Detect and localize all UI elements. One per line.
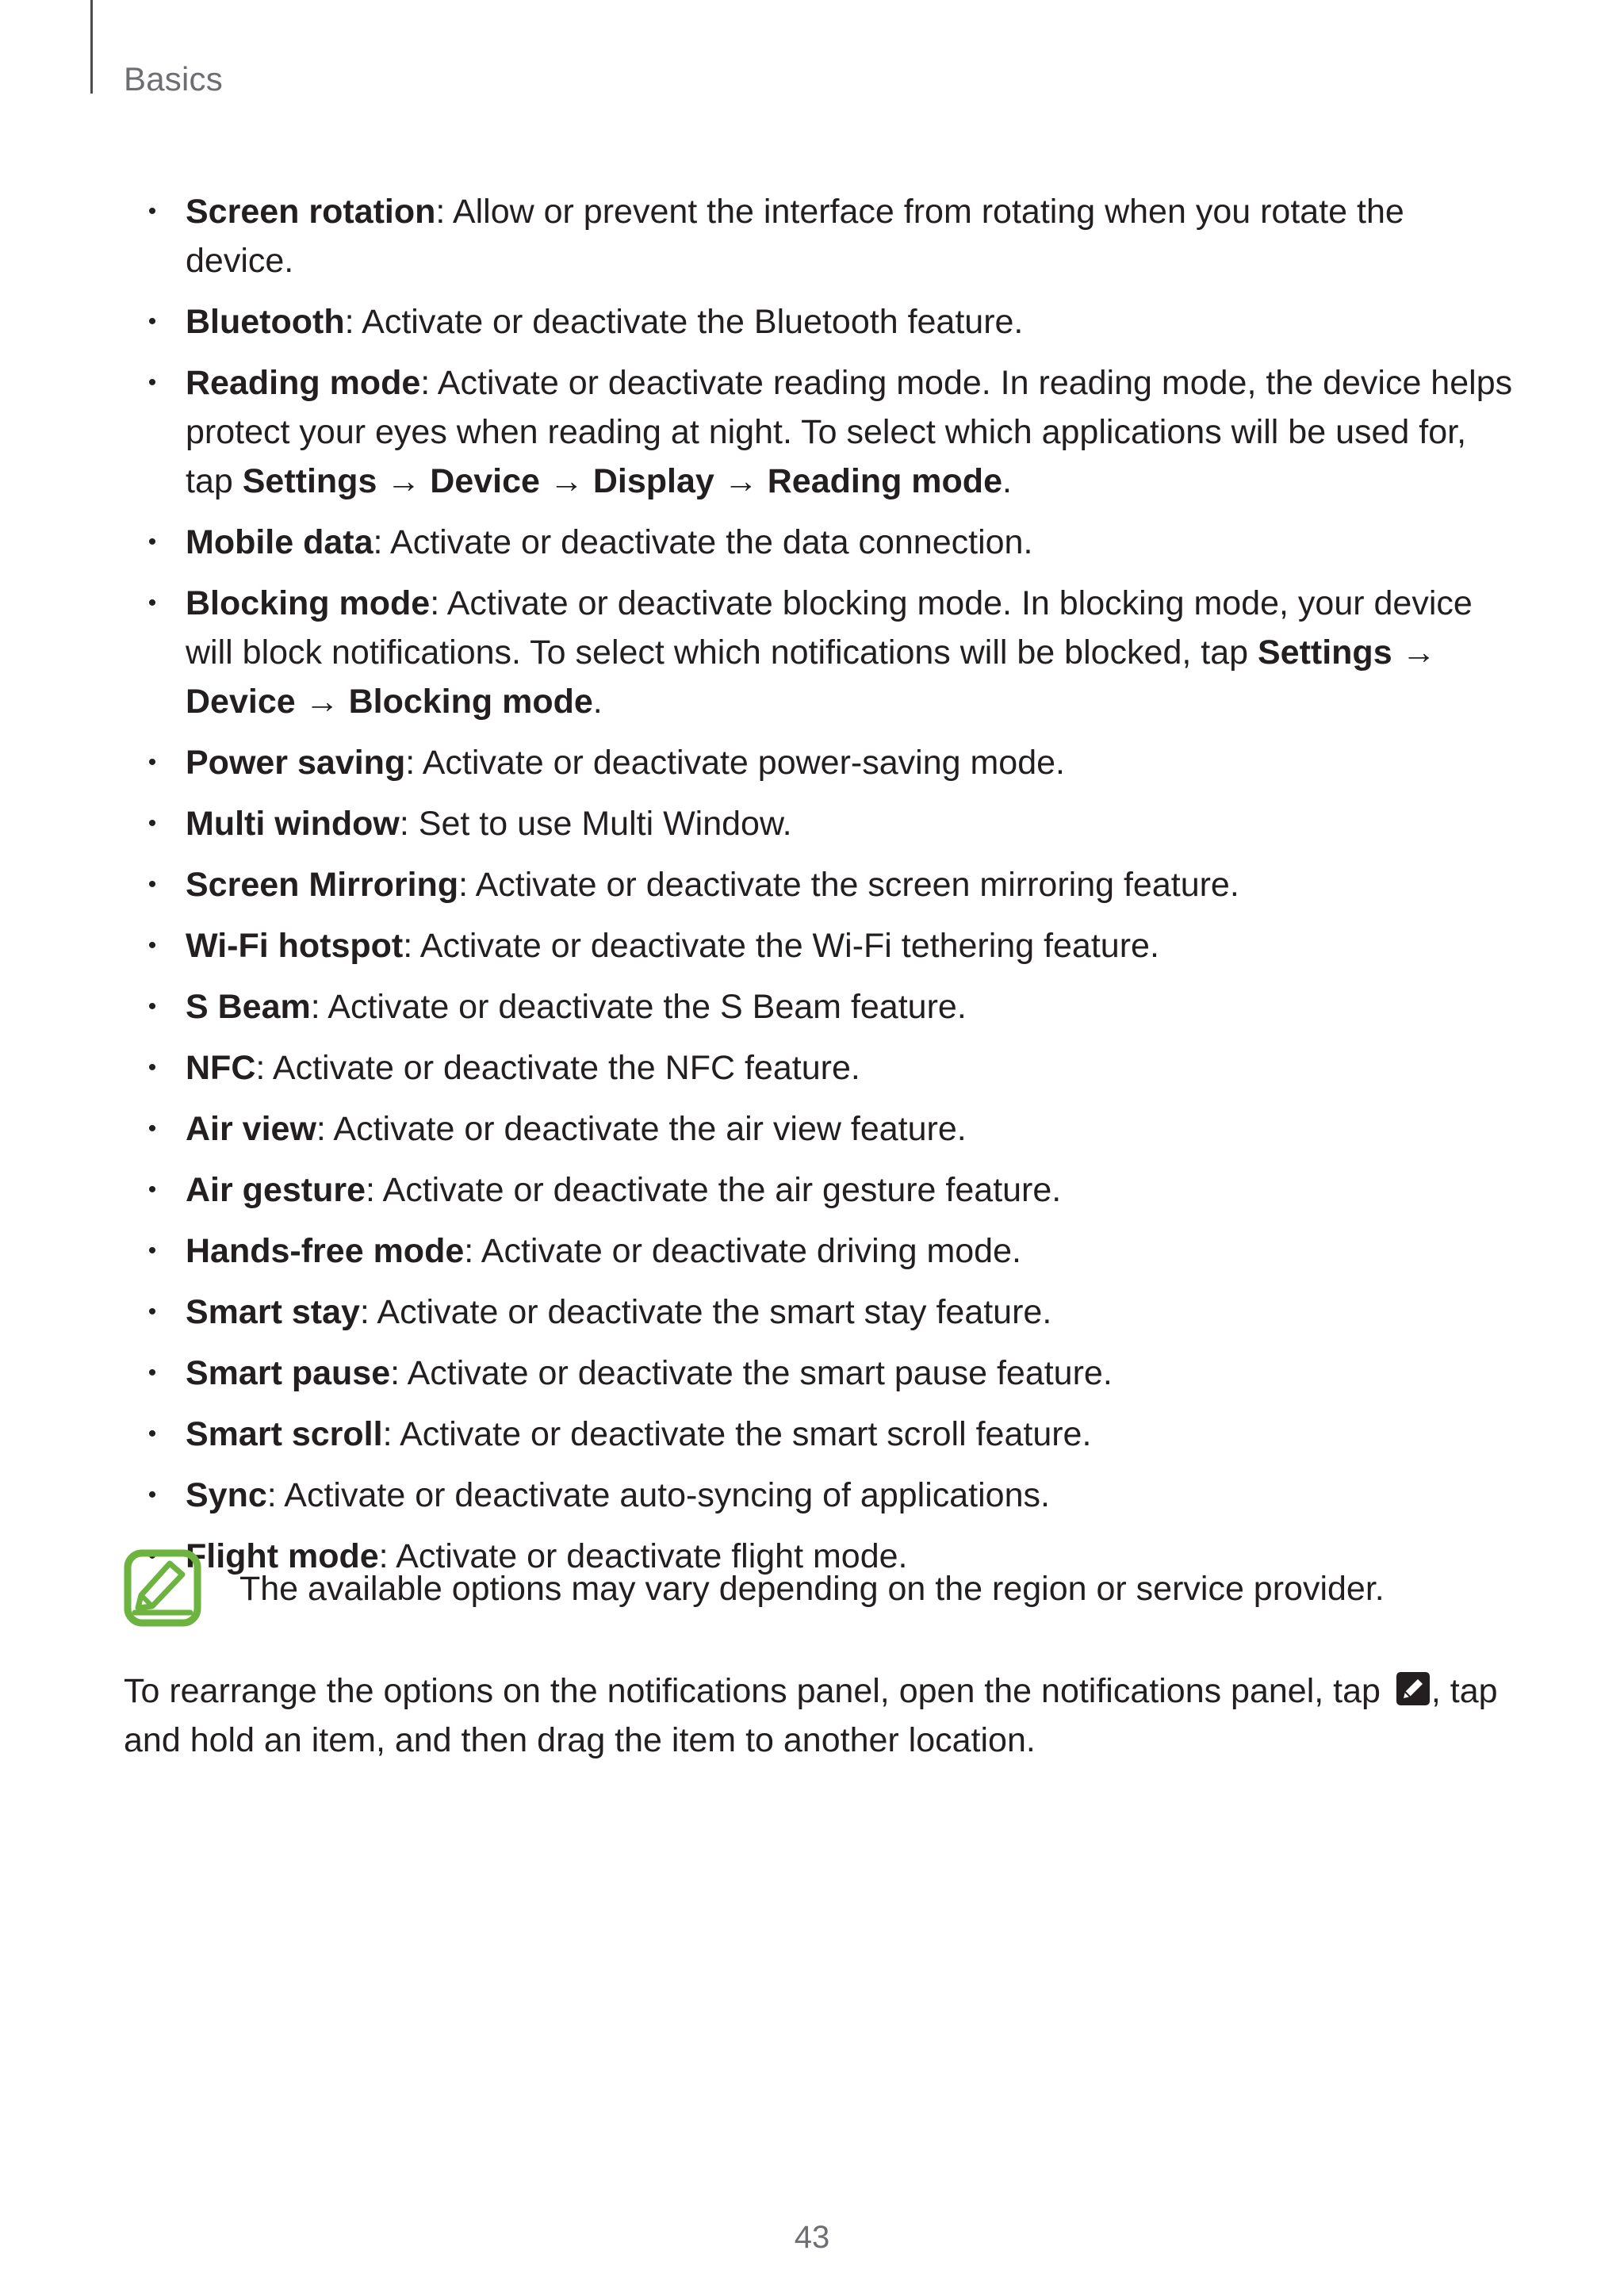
feature-description: : Activate or deactivate the smart pause feature. xyxy=(390,1354,1113,1392)
note-block xyxy=(124,1549,1519,1628)
feature-name: Multi window xyxy=(186,805,400,843)
feature-name: Mobile data xyxy=(186,523,373,561)
menu-path-part: Reading mode xyxy=(767,462,1002,500)
paragraph-text-end: , tap and hold an item, and then drag the item to another location. xyxy=(124,1672,1498,1759)
feature-description: : Activate or deactivate the smart stay feature. xyxy=(359,1293,1052,1331)
list-item xyxy=(138,921,1518,970)
feature-description: : Set to use Multi Window. xyxy=(399,805,792,843)
path-separator: → xyxy=(539,462,593,500)
menu-path-part: Settings xyxy=(1257,633,1392,672)
list-item xyxy=(138,860,1518,909)
feature-name: Flight mode xyxy=(186,1537,379,1575)
feature-description: : Allow or prevent the interface from rotating when you rotate the device. xyxy=(186,193,1404,280)
feature-name: Power saving xyxy=(186,744,406,782)
bullet: • xyxy=(147,810,157,836)
feature-description: : Activate or deactivate the Wi-Fi tethering feature. xyxy=(403,927,1159,965)
feature-name: S Beam xyxy=(186,988,311,1026)
bullet: • xyxy=(147,871,157,897)
bullet: • xyxy=(147,1421,157,1447)
feature-description: : Activate or deactivate the data connection. xyxy=(373,523,1033,561)
bullet: • xyxy=(147,932,157,959)
feature-name: Smart scroll xyxy=(186,1415,383,1453)
list-item xyxy=(138,1349,1518,1398)
feature-name: Screen rotation xyxy=(186,193,436,231)
header-rule xyxy=(90,0,93,94)
list-item xyxy=(138,1104,1518,1154)
path-separator: → xyxy=(1392,633,1436,672)
bullet: • xyxy=(147,1360,157,1386)
page-number: 43 xyxy=(794,2220,830,2255)
list-item xyxy=(138,579,1518,726)
feature-description: : Activate or deactivate power-saving mode. xyxy=(405,744,1065,782)
note-text: The available options may vary depending on the region or service provider. xyxy=(239,1570,1385,1608)
feature-description: : Activate or deactivate the screen mirroring feature. xyxy=(458,866,1239,904)
feature-description: : Activate or deactivate the NFC feature. xyxy=(255,1049,860,1087)
bullet: • xyxy=(147,1238,157,1264)
bullet: • xyxy=(147,749,157,775)
list-item xyxy=(138,1043,1518,1093)
list-item xyxy=(138,518,1518,567)
feature-description: : Activate or deactivate the Bluetooth feature. xyxy=(344,303,1024,341)
note-pencil-icon xyxy=(124,1549,201,1627)
list-item xyxy=(138,738,1518,787)
feature-description: : Activate or deactivate the air gesture feature. xyxy=(366,1171,1062,1209)
feature-description: : Activate or deactivate reading mode. In reading mode, the device helps protect your eyes when reading at night. To select which applications will be used for, tap xyxy=(186,364,1513,500)
list-item xyxy=(138,358,1518,506)
list-item xyxy=(138,1410,1518,1459)
feature-name: Screen Mirroring xyxy=(186,866,459,904)
menu-path-part: Settings xyxy=(242,462,377,500)
feature-name: NFC xyxy=(186,1049,256,1087)
path-separator: → xyxy=(295,683,349,721)
feature-name: Bluetooth xyxy=(186,303,345,341)
bullet: • xyxy=(147,1177,157,1203)
path-separator: → xyxy=(714,462,768,500)
bullet: • xyxy=(147,1543,157,1569)
list-item xyxy=(138,1471,1518,1520)
list-item xyxy=(138,982,1518,1031)
menu-path-part: Display xyxy=(592,462,714,500)
feature-description: : Activate or deactivate the air view feature. xyxy=(316,1110,967,1148)
menu-path-part: Device xyxy=(186,683,296,721)
feature-description: : Activate or deactivate the smart scroll feature. xyxy=(382,1415,1092,1453)
feature-description: : Activate or deactivate the S Beam feature. xyxy=(310,988,967,1026)
page-section-title: Basics xyxy=(124,60,223,98)
menu-path-part: Blocking mode xyxy=(348,683,593,721)
list-item xyxy=(138,1288,1518,1337)
bullet: • xyxy=(147,369,157,396)
feature-name: Smart stay xyxy=(186,1293,360,1331)
rearrange-instructions xyxy=(124,1667,1519,1765)
feature-description: : Activate or deactivate flight mode. xyxy=(378,1537,908,1575)
feature-description-end: . xyxy=(1002,462,1012,500)
feature-name: Wi-Fi hotspot xyxy=(186,927,404,965)
feature-name: Blocking mode xyxy=(186,584,431,622)
list-item xyxy=(138,1165,1518,1215)
bullet: • xyxy=(147,993,157,1020)
paragraph-text-start: To rearrange the options on the notifications panel, open the notifications panel, tap xyxy=(124,1672,1390,1710)
bullet: • xyxy=(147,1299,157,1325)
edit-icon xyxy=(1395,1670,1431,1707)
feature-name: Smart pause xyxy=(186,1354,391,1392)
feature-name: Air view xyxy=(186,1110,316,1148)
feature-name: Reading mode xyxy=(186,364,421,402)
bullet: • xyxy=(147,198,157,224)
bullet: • xyxy=(147,308,157,335)
bullet: • xyxy=(147,590,157,616)
feature-description: : Activate or deactivate auto-syncing of applications. xyxy=(266,1476,1050,1514)
feature-description-end: . xyxy=(592,683,603,721)
feature-list xyxy=(138,187,1518,1593)
feature-description: : Activate or deactivate blocking mode. In blocking mode, your device will block notifications. To select which notifications will be blocked, tap xyxy=(186,584,1473,672)
list-item xyxy=(138,297,1518,346)
path-separator: → xyxy=(377,462,431,500)
feature-name: Hands-free mode xyxy=(186,1232,465,1270)
feature-description: : Activate or deactivate driving mode. xyxy=(464,1232,1021,1270)
list-item xyxy=(138,799,1518,848)
bullet: • xyxy=(147,1054,157,1081)
feature-name: Sync xyxy=(186,1476,267,1514)
bullet: • xyxy=(147,1482,157,1508)
feature-name: Air gesture xyxy=(186,1171,366,1209)
bullet: • xyxy=(147,529,157,555)
bullet: • xyxy=(147,1115,157,1142)
list-item xyxy=(138,187,1518,285)
list-item xyxy=(138,1226,1518,1276)
menu-path-part: Device xyxy=(430,462,540,500)
